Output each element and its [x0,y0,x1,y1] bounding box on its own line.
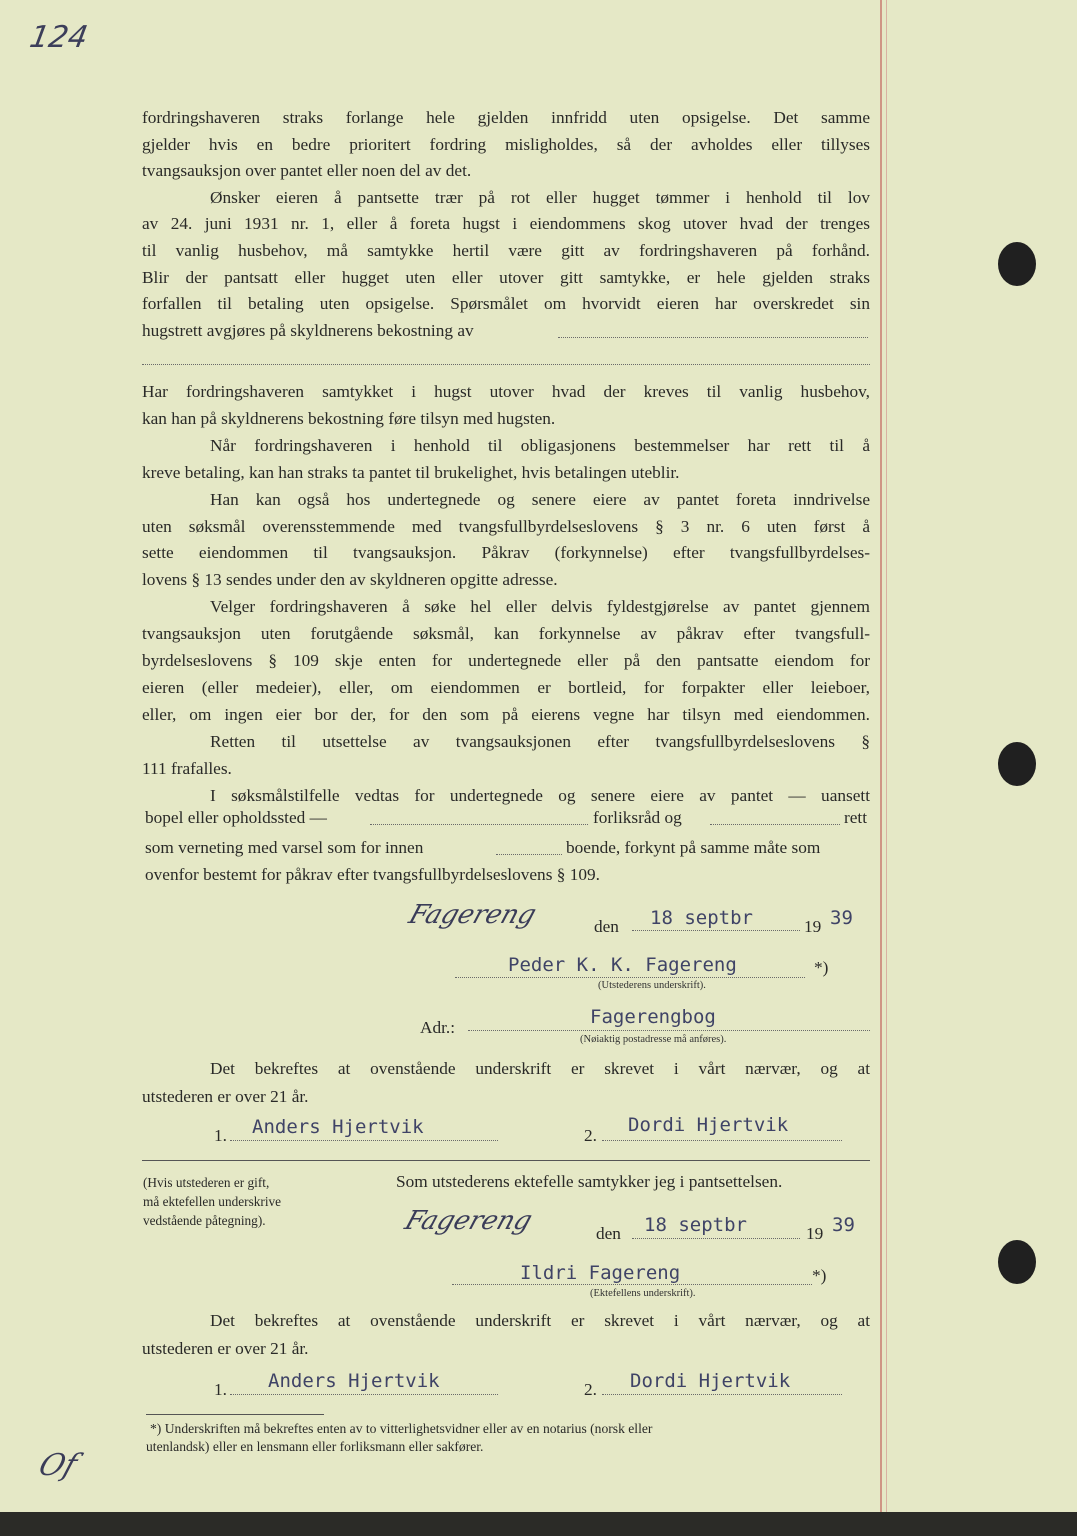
body-lines-1-line: til vanlig husbehov, må samtykke hertil være gitt av fordringshaveren på forhånd. [142,241,870,260]
section-divider [142,1160,870,1161]
date-line [632,930,800,931]
body-lines-1-line: tvangsauksjon over pantet eller noen del av det. [142,161,472,181]
body-lines-2-line: kan han på skyldnerens bekostning føre tilsyn med hugsten. [142,408,556,428]
attest2-line-2: utstederen er over 21 år. [142,1339,309,1358]
issuer-signature-line [455,977,805,978]
body-lines-2-line: tvangsauksjon uten forutgående søksmål, kan forkynnelse av påkrav efter tvangsfull- [142,624,870,644]
witness2-line [602,1140,842,1141]
venue-text-4: som verneting med varsel som for innen [145,838,424,857]
side-note-2: må ektefellen underskrive [143,1194,282,1209]
footnote-line-2: utenlandsk) eller en lensmann eller forliksmann eller sakfører. [146,1439,484,1454]
address-label: Adr.: [420,1018,456,1037]
witness2-name: Dordi Hjertvik [628,1114,789,1136]
attest-line-2: utstederen er over 21 år. [142,1087,309,1106]
margin-rule [880,0,882,1536]
body-lines-1-line: forfallen til betaling uten opsigelse. Spørsmålet om hvorvidt eieren har overskredet sin [142,294,870,314]
spouse-place-signature: Fagereng [401,1206,536,1236]
spouse-signature-line [452,1284,812,1285]
witness2-number: 2. [584,1126,597,1145]
body-lines-2-line: byrdelseslovens § 109 skje enten for undertegnede eller på den pantsatte eiendom for [142,651,870,670]
witness1-line [230,1140,498,1141]
issuer-caption: (Utstederens underskrift). [598,980,706,991]
body-lines-2-line: Velger fordringshaveren å søke hel eller delvis fyldestgjørelse av pantet gjennem [210,597,870,617]
venue-text-2: forliksråd og [593,808,682,827]
venue-text-3: rett [844,808,868,827]
margin-rule-secondary [886,0,887,1536]
spouse-name: Ildri Fagereng [520,1262,681,1284]
body-lines-2-line: kreve betaling, kan han straks ta pantet til brukelighet, hvis betalingen uteblir. [142,462,680,482]
spouse-caption: (Ektefellens underskrift). [590,1288,696,1299]
body-lines-1-line: Blir der pantsatt eller hugget uten eller utover gitt samtykke, er hele gjelden straks [142,267,870,287]
blank-line-innen [496,854,562,855]
body-lines-1-line: Ønsker eieren å pantsette trær på rot eller hugget tømmer i henhold til lov [210,187,870,207]
spouse-date-label: den [596,1224,621,1243]
issuer-name: Peder K. K. Fagereng [508,954,737,976]
attest2-line-1: Det bekreftes at ovenstående underskrift er skrevet i vårt nærvær, og at [210,1311,870,1330]
witness1b-name: Anders Hjertvik [268,1370,440,1392]
place-signature: Fagereng [405,900,540,930]
address-caption: (Nøiaktig postadresse må anføres). [580,1034,727,1045]
body-lines-2-line: Har fordringshaveren samtykket i hugst utover hvad der kreves til vanlig husbehov, [142,382,870,401]
blank-line-continuation [142,364,870,365]
body-lines-2-line: 111 frafalles. [142,758,232,778]
venue-text-5: boende, forkynt på samme måte som [566,838,821,857]
date-label: den [594,917,619,936]
year-suffix: 39 [830,907,853,929]
body-lines-2-line: sette eiendommen til tvangsauksjon. Påkrav (forkynnelse) efter tvangsfullbyrdelses- [142,543,870,563]
punch-hole-bottom [998,1240,1036,1284]
footnote-rule [146,1414,324,1415]
address-line [468,1030,870,1031]
footnote-mark-spouse: *) [812,1266,827,1285]
body-lines-2-line: Retten til utsettelse av tvangsauksjonen efter tvangsfullbyrdelseslovens § [210,731,870,751]
venue-text-1: bopel eller opholdssted — [145,808,327,827]
body-lines-1-line: hugstrett avgjøres på skyldnerens bekostning av [142,320,474,340]
spouse-consent-text: Som utstederens ektefelle samtykker jeg i pantsettelsen. [396,1172,783,1191]
body-lines-2-line: I søksmålstilfelle vedtas for undertegnede og senere eiere av pantet — uansett [210,785,870,805]
date-value: 18 septbr [650,907,753,929]
witness2b-name: Dordi Hjertvik [630,1370,791,1392]
spouse-date-value: 18 septbr [644,1214,747,1236]
body-lines-2-line: lovens § 13 sendes under den av skyldneren opgitte adresse. [142,570,558,590]
body-lines-1-line: av 24. juni 1931 nr. 1, eller å foreta hugst i eiendommens skog utover hvad der trenges [142,214,870,234]
margin-initials: Of [34,1448,82,1483]
spouse-year-suffix: 39 [832,1214,855,1236]
punch-hole-top [998,242,1036,286]
body-lines-2-line: Når fordringshaveren i henhold til obligasjonens bestemmelser har rett til å [210,435,870,455]
body-lines-1-line: gjelder hvis en bedre prioritert fordring misligholdes, så der avholdes eller tillyses [142,134,870,154]
witness1b-number: 1. [214,1380,227,1399]
attest-line-1: Det bekreftes at ovenstående underskrift er skrevet i vårt nærvær, og at [210,1059,870,1078]
body-lines-2-line: eieren (eller medeier), eller, om eiendommen er bortleid, for forpakter eller leieboer, [142,677,870,697]
footnote-line-1: *) Underskriften må bekreftes enten av to vitterlighetsvidner eller av en notarius (norsk eller [150,1421,653,1436]
footnote-mark-issuer: *) [814,958,829,977]
scan-bottom-edge [0,1512,1077,1536]
witness1b-line [230,1394,498,1395]
side-note-1: (Hvis utstederen er gift, [143,1175,270,1190]
witness1-number: 1. [214,1126,227,1145]
punch-hole-middle [998,742,1036,786]
page-number: 124 [26,20,91,55]
year-prefix: 19 [804,917,822,936]
blank-line-court [710,824,840,825]
blank-line-hugstrett [558,337,868,338]
witness1-name: Anders Hjertvik [252,1116,424,1138]
spouse-date-line [632,1238,800,1239]
venue-text-6: ovenfor bestemt for påkrav efter tvangsfullbyrdelseslovens § 109. [145,865,600,884]
body-lines-2-line: eller, om ingen eier bor der, for den som på eierens vegne har tilsyn med eiendommen. [142,704,870,724]
spouse-year-prefix: 19 [806,1224,824,1243]
side-note-3: vedstående påtegning). [143,1213,266,1228]
address-value: Fagerengbog [590,1006,716,1028]
blank-line-bopel [370,824,588,825]
body-lines-1-line: fordringshaveren straks forlange hele gjelden innfridd uten opsigelse. Det samme [142,108,870,127]
body-lines-2-line: uten søksmål overensstemmende med tvangsfullbyrdelseslovens § 3 nr. 6 uten først å [142,516,870,536]
witness2b-line [602,1394,842,1395]
witness2b-number: 2. [584,1380,597,1399]
body-lines-2-line: Han kan også hos undertegnede og senere eiere av pantet foreta inndrivelse [210,489,870,509]
